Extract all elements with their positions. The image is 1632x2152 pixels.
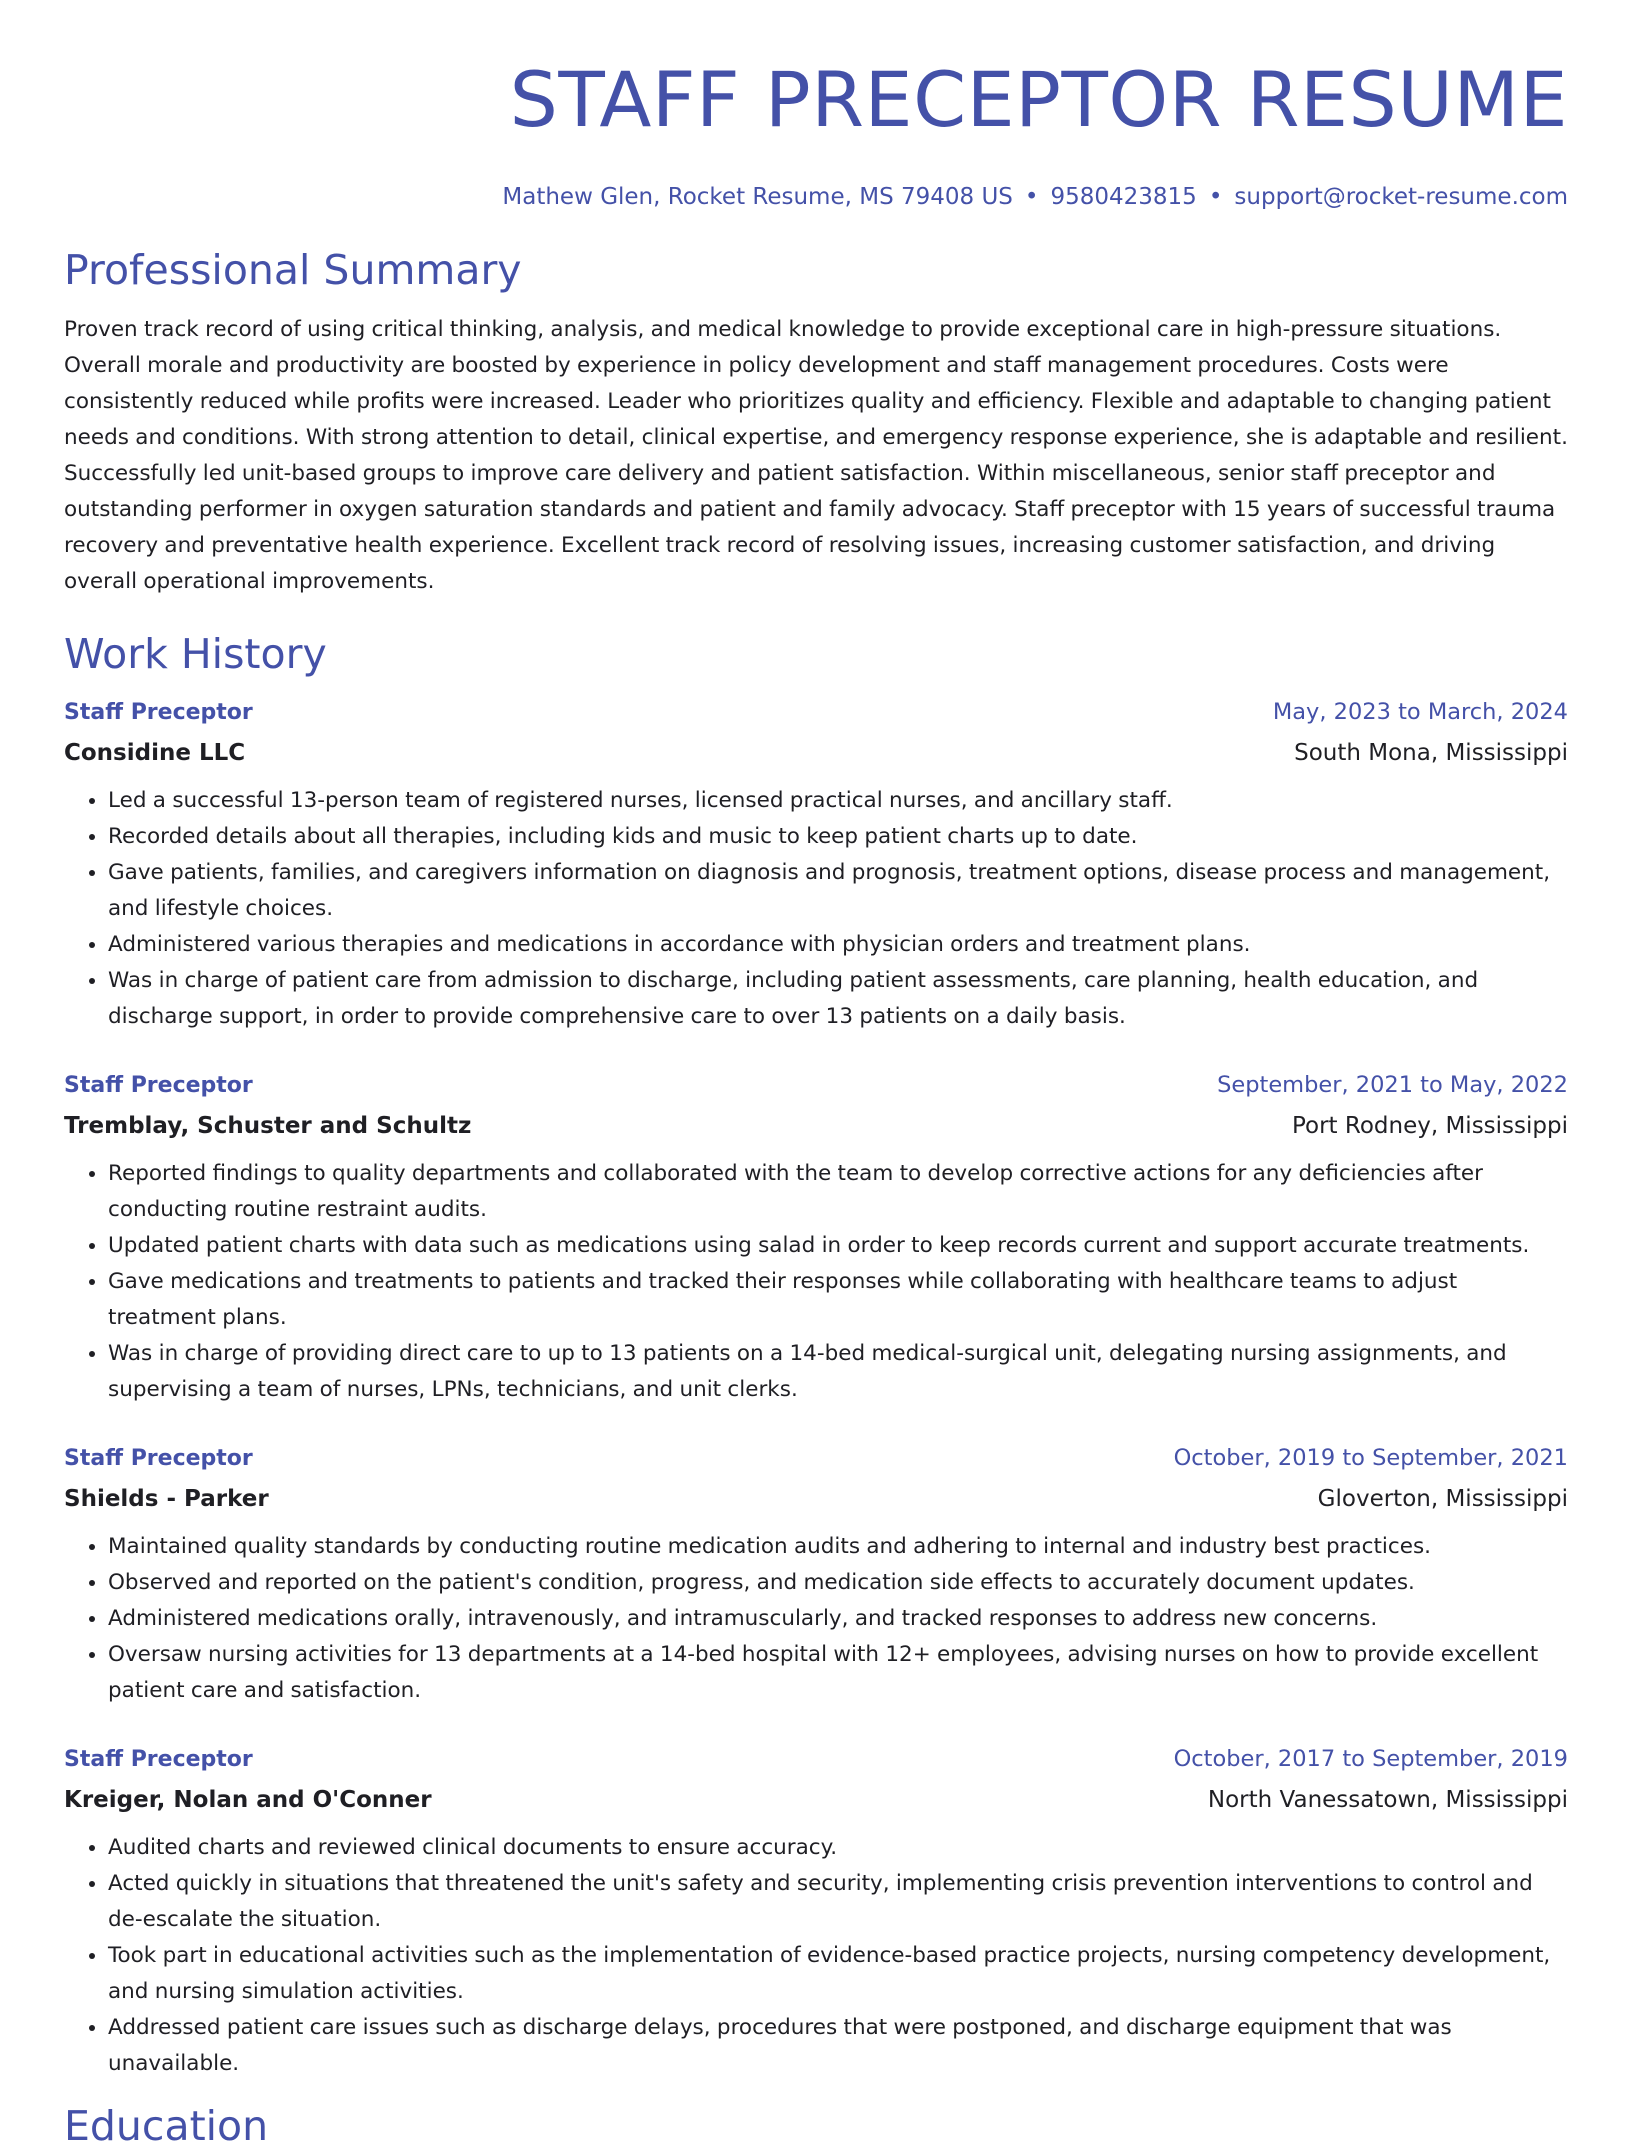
job-dates: May, 2023 to March, 2024 (1272, 699, 1568, 725)
job-location: North Vanessatown, Mississippi (1207, 1787, 1568, 1813)
job-company: Considine LLC (64, 740, 246, 766)
job-title: Staff Preceptor (64, 1747, 253, 1772)
job-location: Port Rodney, Mississippi (1291, 1113, 1568, 1139)
job-entry (64, 1739, 1568, 2082)
job-title: Staff Preceptor (64, 1446, 253, 1471)
work-history-section (64, 628, 1568, 2082)
summary-text: Proven track record of using critical thinking, analysis, and medical knowledge to provide exceptional care in high-pressure situations. Overall morale and productivity are boosted by experience in policy development and staff management procedures. Costs were consistently reduced while profits were increased. Leader who prioritizes quality and efficiency. Flexible and adaptable to changing patient needs and conditions. With strong attention to detail, clinical expertise, and emergency response experience, she is adaptable and resilient. Successfully led unit-based groups to improve care delivery and patient satisfaction. Within miscellaneous, senior staff preceptor and outstanding performer in oxygen saturation standards and patient and family advocacy. Staff preceptor with 15 years of successful trauma recovery and preventative health experience. Excellent track record of resolving issues, increasing customer satisfaction, and driving overall operational improvements. (64, 317, 1568, 594)
job-bullet: • Led a successful 13-person team of registered nurses, licensed practical nurses, and ancillary staff. (108, 783, 1568, 819)
job-bullet: • Was in charge of patient care from admission to discharge, including patient assessments, care planning, health education, and discharge support, in order to provide comprehensive care to over 13 patients on a daily basis. (108, 963, 1568, 1035)
job-bullets (64, 1156, 1568, 1408)
job-company: Tremblay, Schuster and Schultz (64, 1113, 472, 1139)
contact-line (64, 181, 1568, 213)
contact-address: Mathew Glen, Rocket Resume, MS 79408 US (502, 184, 1013, 210)
job-bullet: • Gave patients, families, and caregivers information on diagnosis and prognosis, treatment options, disease process and management, and lifestyle choices. (108, 855, 1568, 927)
resume-title: STAFF PRECEPTOR RESUME (509, 55, 1568, 144)
section-heading-education: Education (64, 2102, 269, 2150)
professional-summary-section (64, 244, 1568, 600)
section-heading-work-history: Work History (64, 630, 327, 678)
job-bullet: • Took part in educational activities such as the implementation of evidence-based practice projects, nursing competency development, and nursing simulation activities. (108, 1938, 1568, 2010)
job-company: Kreiger, Nolan and O'Conner (64, 1787, 432, 1813)
job-dates: October, 2019 to September, 2021 (1173, 1445, 1568, 1471)
job-entry (64, 1065, 1568, 1408)
job-bullet: • Maintained quality standards by conducting routine medication audits and adhering to internal and industry best practices. (108, 1529, 1568, 1565)
job-title: Staff Preceptor (64, 1073, 253, 1098)
job-location: South Mona, Mississippi (1294, 740, 1568, 766)
job-company: Shields - Parker (64, 1486, 269, 1512)
job-bullet: • Administered medications orally, intravenously, and intramuscularly, and tracked responses to address new concerns. (108, 1601, 1568, 1637)
job-bullet: • Gave medications and treatments to patients and tracked their responses while collaborating with healthcare teams to adjust treatment plans. (108, 1264, 1568, 1336)
education-section (64, 2100, 1568, 2152)
job-bullet: • Acted quickly in situations that threatened the unit's safety and security, implementing crisis prevention interventions to control and de-escalate the situation. (108, 1866, 1568, 1938)
job-bullet: • Was in charge of providing direct care to up to 13 patients on a 14-bed medical-surgical unit, delegating nursing assignments, and supervising a team of nurses, LPNs, technicians, and unit clerks. (108, 1336, 1568, 1408)
job-bullet: • Administered various therapies and medications in accordance with physician orders and treatment plans. (108, 927, 1568, 963)
job-entry (64, 1438, 1568, 1709)
contact-phone: 9580423815 (1050, 184, 1197, 210)
job-bullet: • Observed and reported on the patient's condition, progress, and medication side effects to accurately document updates. (108, 1565, 1568, 1601)
job-bullet: • Oversaw nursing activities for 13 departments at a 14-bed hospital with 12+ employees, advising nurses on how to provide excellent patient care and satisfaction. (108, 1637, 1568, 1709)
job-bullets (64, 783, 1568, 1035)
contact-separator: • (1024, 184, 1039, 210)
section-heading-summary: Professional Summary (64, 246, 522, 294)
job-bullets (64, 1529, 1568, 1709)
job-title: Staff Preceptor (64, 700, 253, 725)
job-bullets (64, 1830, 1568, 2082)
job-bullet: • Updated patient charts with data such as medications using salad in order to keep records current and support accurate treatments. (108, 1228, 1568, 1264)
contact-email: support@rocket-resume.com (1234, 184, 1568, 210)
job-location: Gloverton, Mississippi (1317, 1486, 1568, 1512)
job-dates: October, 2017 to September, 2019 (1173, 1746, 1568, 1772)
job-dates: September, 2021 to May, 2022 (1217, 1072, 1568, 1098)
job-bullet: • Audited charts and reviewed clinical documents to ensure accuracy. (108, 1830, 1568, 1866)
job-bullet: • Addressed patient care issues such as discharge delays, procedures that were postponed, and discharge equipment that was unavailable. (108, 2010, 1568, 2082)
job-bullet: • Recorded details about all therapies, including kids and music to keep patient charts up to date. (108, 819, 1568, 855)
contact-separator: • (1208, 184, 1223, 210)
job-bullet: • Reported findings to quality departments and collaborated with the team to develop corrective actions for any deficiencies after conducting routine restraint audits. (108, 1156, 1568, 1228)
job-entry (64, 692, 1568, 1035)
